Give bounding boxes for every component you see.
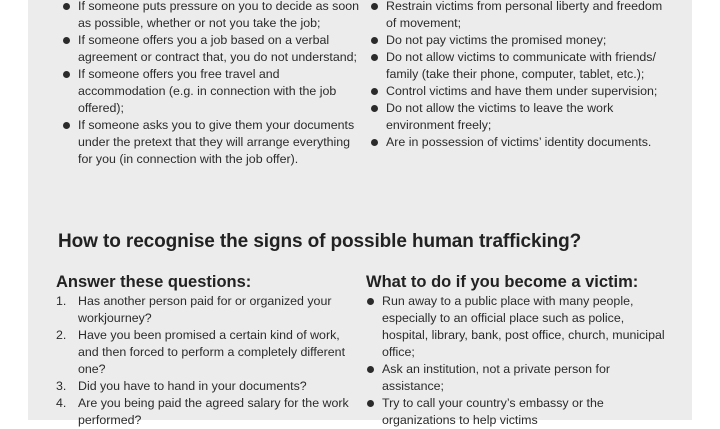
list-item: Ask an institution, not a private person for assistance; [366,361,666,395]
trafficker-actions-column [370,0,670,151]
item-text: Are you being paid the agreed salary for the work performed? [78,396,349,427]
item-number: 4. [56,396,67,410]
list-item: Do not pay victims the promised money; [370,32,670,49]
list-item: If someone offers you free travel and accommodation (e.g. in connection with the job offered); [62,66,362,117]
list-item: Are in possession of victims’ identity documents. [370,134,670,151]
trafficker-actions-list [370,0,670,151]
list-item: Do not allow victims to communicate with friends/ family (take their phone, computer, tablet, etc.); [370,49,670,83]
list-item [56,378,356,395]
item-text: Has another person paid for or organized your workjourney? [78,294,332,325]
list-item: Run away to a public place with many people, especially to an official place such as police, hospital, library, bank, post office, church, municipal office; [366,293,666,361]
item-text: Have you been promised a certain kind of work, and then forced to perform a completely different one? [78,328,346,376]
list-item: If someone offers you a job based on a verbal agreement or contract that, you do not understand; [62,32,362,66]
list-item [56,293,356,327]
list-item [56,327,356,378]
questions-list [56,293,356,429]
section-title: How to recognise the signs of possible human trafficking? [58,231,582,252]
questions-heading: Answer these questions: [56,273,252,291]
item-number: 3. [56,379,67,393]
list-item [56,395,356,429]
item-text: Did you have to hand in your documents? [78,379,307,393]
list-item: Try to call your country’s embassy or the organizations to help victims [366,395,666,429]
victim-heading: What to do if you become a victim: [366,273,639,291]
list-item: If someone asks you to give them your documents under the pretext that they will arrange everything for you (in connection with the job offer). [62,117,362,168]
item-number: 2. [56,328,67,342]
warning-signs-list-column [62,0,362,168]
questions-column [56,272,356,429]
warning-signs-list [62,0,362,168]
list-item: Restrain victims from personal liberty and freedom of movement; [370,0,670,32]
list-item: Do not allow the victims to leave the work environment freely; [370,100,670,134]
item-number: 1. [56,294,67,308]
list-item: If someone puts pressure on you to decide as soon as possible, whether or not you take the job; [62,0,362,32]
victim-advice-column [366,272,666,429]
list-item: Control victims and have them under supervision; [370,83,670,100]
victim-advice-list [366,293,666,429]
